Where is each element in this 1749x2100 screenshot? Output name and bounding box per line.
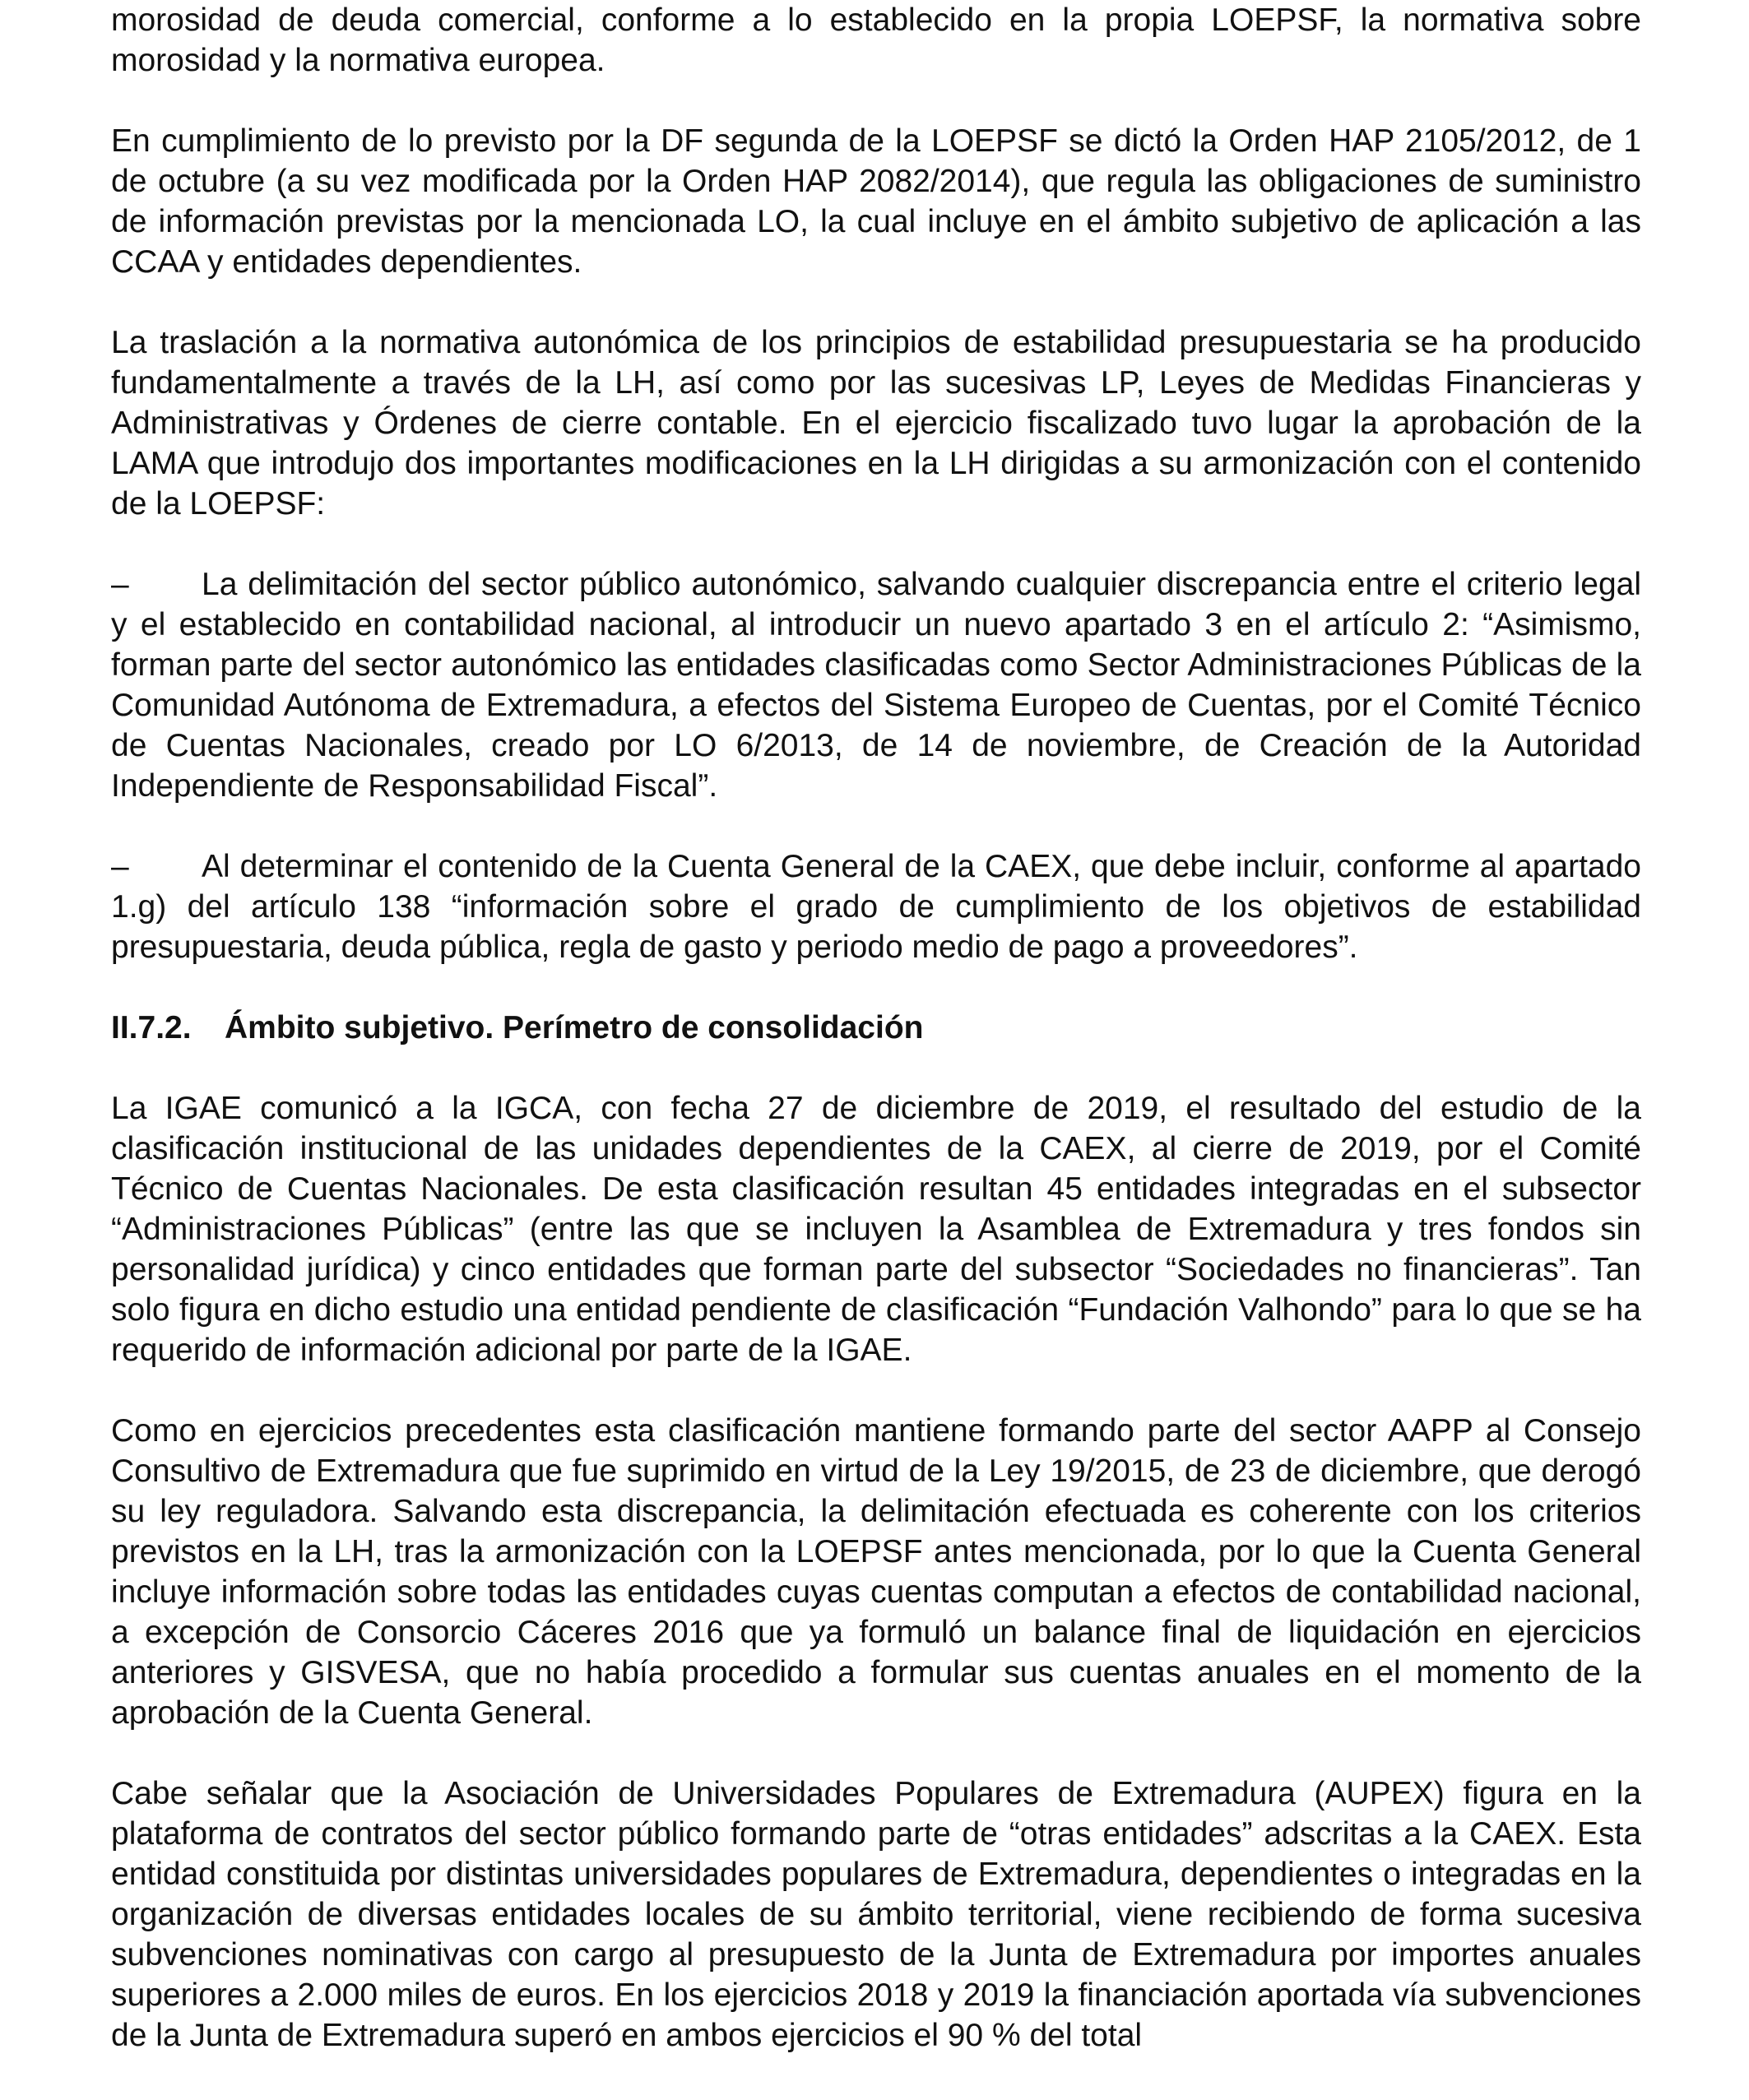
section-title: Ámbito subjetivo. Perímetro de consolidación — [225, 1010, 924, 1045]
bullet-item-delimitacion — [111, 564, 1641, 806]
bullet-text: La delimitación del sector público autonómico, salvando cualquier discrepancia entre el criterio legal y el establecido en contabilidad nacional, al introducir un nuevo apartado 3 en el artículo 2: “Asimismo, forman parte del sector autonómico las entidades clasificadas como Sector Administraciones Públicas de la Comunidad Autónoma de Extremadura, a efectos del Sistema Europeo de Cuentas, por el Comité Técnico de Cuentas Nacionales, creado por LO 6/2013, de 14 de noviembre, de Creación de la Autoridad Independiente de Responsabilidad Fiscal”. — [111, 567, 1641, 804]
bullet-text: Al determinar el contenido de la Cuenta General de la CAEX, que debe incluir, conforme al apartado 1.g) del artículo 138 “información sobre el grado de cumplimiento de los objetivos de estabilidad presupuestaria, deuda pública, regla de gasto y periodo medio de pago a proveedores”. — [111, 849, 1641, 965]
paragraph-morosidad: morosidad de deuda comercial, conforme a lo establecido en la propia LOEPSF, la normativa sobre morosidad y la normativa europea. — [111, 2, 1641, 78]
paragraph-aupex: Cabe señalar que la Asociación de Universidades Populares de Extremadura (AUPEX) figura en la plataforma de contratos del sector público formando parte de “otras entidades” adscritas a la CAEX. Esta entidad constituida por distintas universidades populares de Extremadura, dependientes o integradas en la organización de diversas entidades locales de su ámbito territorial, viene recibiendo de forma sucesiva subvenciones nominativas con cargo al presupuesto de la Junta de Extremadura por importes anuales superiores a 2.000 miles de euros. En los ejercicios 2018 y 2019 la financiación aportada vía subvenciones de la Junta de Extremadura superó en ambos ejercicios el 90 % del total — [111, 1776, 1641, 2053]
section-number: II.7.2. — [111, 1010, 192, 1045]
document-page — [111, 0, 1641, 2096]
section-heading — [111, 1008, 1641, 1048]
paragraph-orden-hap: En cumplimiento de lo previsto por la DF segunda de la LOEPSF se dictó la Orden HAP 2105/2012, de 1 de octubre (a su vez modificada por la Orden HAP 2082/2014), que regula las obligaciones de suministro de información previstas por la mencionada LO, la cual incluye en el ámbito subjetivo de aplicación a las CCAA y entidades dependientes. — [111, 123, 1641, 280]
bullet-dash: – — [111, 567, 129, 602]
paragraph-traslacion-normativa: La traslación a la normativa autonómica de los principios de estabilidad presupuestaria se ha producido fundamentalmente a través de la LH, así como por las sucesivas LP, Leyes de Medidas Financieras y Administrativas y Órdenes de cierre contable. En el ejercicio fiscalizado tuvo lugar la aprobación de la LAMA que introdujo dos importantes modificaciones en la LH dirigidas a su armonización con el contenido de la LOEPSF: — [111, 325, 1641, 522]
bullet-item-cuenta-general — [111, 846, 1641, 967]
paragraph-consejo-consultivo: Como en ejercicios precedentes esta clasificación mantiene formando parte del sector AAPP al Consejo Consultivo de Extremadura que fue suprimido en virtud de la Ley 19/2015, de 23 de diciembre, que derogó su ley reguladora. Salvando esta discrepancia, la delimitación efectuada es coherente con los criterios previstos en la LH, tras la armonización con la LOEPSF antes mencionada, por lo que la Cuenta General incluye información sobre todas las entidades cuyas cuentas computan a efectos de contabilidad nacional, a excepción de Consorcio Cáceres 2016 que ya formuló un balance final de liquidación en ejercicios anteriores y GISVESA, que no había procedido a formular sus cuentas anuales en el momento de la aprobación de la Cuenta General. — [111, 1413, 1641, 1731]
paragraph-igae-clasificacion: La IGAE comunicó a la IGCA, con fecha 27 de diciembre de 2019, el resultado del estudio de la clasificación institucional de las unidades dependientes de la CAEX, al cierre de 2019, por el Comité Técnico de Cuentas Nacionales. De esta clasificación resultan 45 entidades integradas en el subsector “Administraciones Públicas” (entre las que se incluyen la Asamblea de Extremadura y tres fondos sin personalidad jurídica) y cinco entidades que forman parte del subsector “Sociedades no financieras”. Tan solo figura en dicho estudio una entidad pendiente de clasificación “Fundación Valhondo” para lo que se ha requerido de información adicional por parte de la IGAE. — [111, 1091, 1641, 1368]
bullet-dash: – — [111, 849, 129, 884]
